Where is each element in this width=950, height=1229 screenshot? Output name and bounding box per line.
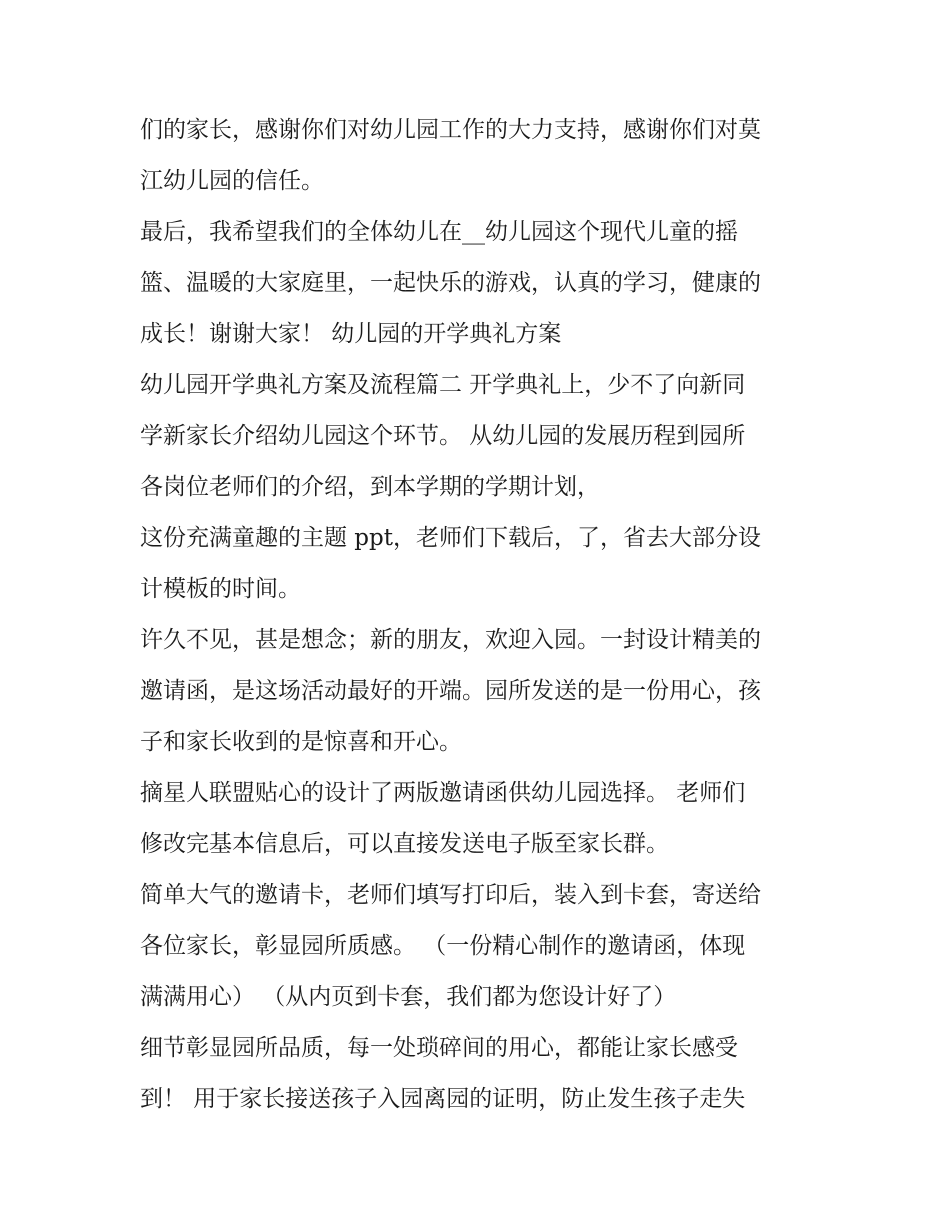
text-line: 到！ 用于家长接送孩子入园离园的证明，防止发生孩子走失 — [140, 1086, 746, 1112]
text-line: 幼儿园开学典礼方案及流程篇二 开学典礼上，少不了向新同 — [140, 372, 746, 398]
text-line: 邀请函，是这场活动最好的开端。园所发送的是一份用心，孩 — [140, 678, 761, 704]
text-line: 许久不见，甚是想念；新的朋友，欢迎入园。一封设计精美的 — [140, 627, 761, 653]
text-line: 简单大气的邀请卡，老师们填写打印后，装入到卡套，寄送给 — [140, 882, 761, 908]
text-line: 满满用心） （从内页到卡套，我们都为您设计好了） — [140, 984, 677, 1010]
text-line: 计模板的时间。 — [140, 576, 301, 602]
text-line: 修改完基本信息后，可以直接发送电子版至家长群。 — [140, 831, 669, 857]
text-line: 最后，我希望我们的全体幼儿在__幼儿园这个现代儿童的摇 — [140, 219, 738, 245]
text-line: 成长！谢谢大家！ 幼儿园的开学典礼方案 — [140, 321, 562, 347]
text-line: 篮、温暖的大家庭里，一起快乐的游戏，认真的学习，健康的 — [140, 270, 761, 296]
text-line: 各位家长，彰显园所质感。 （一份精心制作的邀请函，体现 — [140, 933, 746, 959]
text-line: 各岗位老师们的介绍，到本学期的学期计划， — [140, 474, 600, 500]
text-line: 这份充满童趣的主题 ppt，老师们下载后，了，省去大部分设 — [140, 525, 761, 551]
text-line: 子和家长收到的是惊喜和开心。 — [140, 729, 462, 755]
body-text — [140, 105, 820, 1125]
text-line: 们的家长，感谢你们对幼儿园工作的大力支持，感谢你们对莫 — [140, 117, 761, 143]
text-line: 学新家长介绍幼儿园这个环节。 从幼儿园的发展历程到园所 — [140, 423, 746, 449]
text-line: 江幼儿园的信任。 — [140, 168, 324, 194]
text-line: 摘星人联盟贴心的设计了两版邀请函供幼儿园选择。 老师们 — [140, 780, 746, 806]
text-line: 细节彰显园所品质，每一处琐碎间的用心，都能让家长感受 — [140, 1035, 738, 1061]
